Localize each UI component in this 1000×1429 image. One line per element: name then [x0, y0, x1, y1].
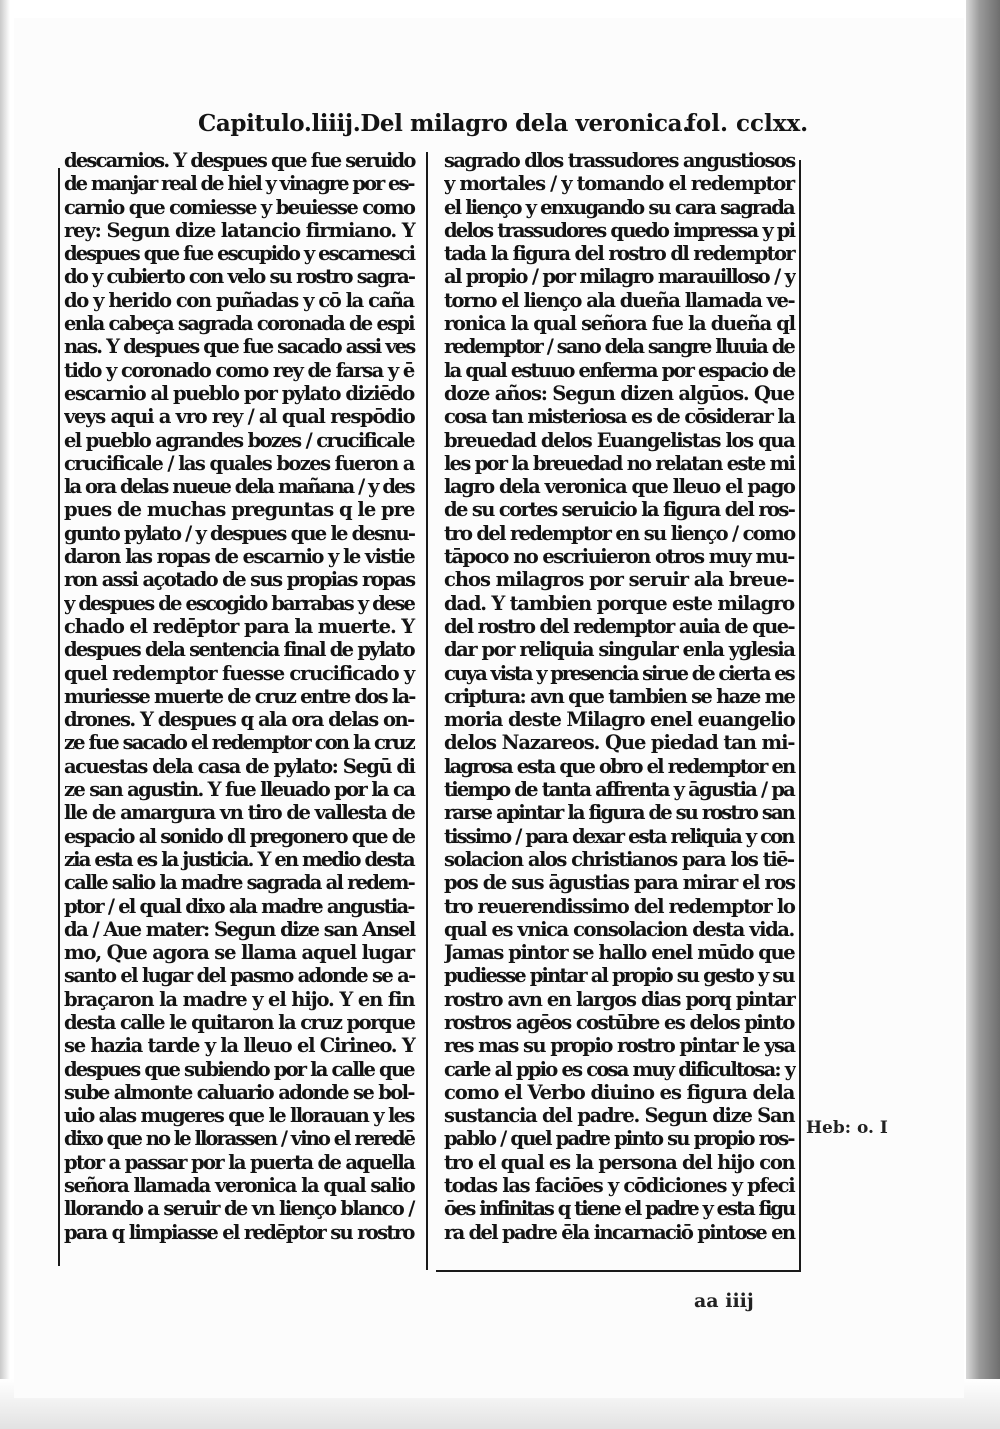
text-line: lagrosa esta que obro el redemptor en: [444, 754, 795, 778]
text-line: muriesse muerte de cruz entre dos la-: [64, 684, 415, 708]
text-line: do y cubierto con velo su rostro sagra-: [64, 265, 415, 289]
text-line: todas las faciōes y cōdiciones y pfeci: [444, 1174, 795, 1198]
text-line: quel redemptor fuesse crucificado y: [64, 661, 415, 685]
text-line: ra del padre ēla incarnaciō pintose en: [444, 1220, 795, 1244]
text-line: delos Nazareos. Que piedad tan mi-: [444, 731, 795, 755]
text-line: calle salio la madre sagrada al redem-: [64, 871, 414, 895]
text-line: cuya vista y presencia sirue de cierta es: [444, 661, 794, 685]
text-line: Jamas pintor se hallo enel mūdo que: [444, 941, 795, 965]
text-line: do y herido con puñadas y cō la caña: [64, 288, 414, 312]
text-line: tāpoco no escriuieron otros muy mu-: [444, 545, 794, 569]
text-line: como el Verbo diuino es figura dela: [444, 1080, 795, 1104]
text-line: pues de muchas preguntas q le pre: [64, 498, 415, 522]
text-line: breuedad delos Euangelistas los qua: [444, 428, 795, 452]
text-line: de manjar real de hiel y vinagre por es-: [64, 172, 414, 196]
text-line: espacio al sonido dl pregonero que de: [64, 824, 415, 848]
text-line: escarnio al pueblo por pylato diziēdo: [64, 381, 414, 405]
text-line: ōes infinitas q tiene el padre y esta figu: [444, 1197, 795, 1221]
page-edge-left: [0, 0, 10, 1429]
text-line: tissimo / para dexar esta reliquia y con: [444, 824, 794, 848]
text-line: dad. Y tambien porque este milagro: [444, 591, 794, 615]
text-line: rostro avn en largos dias porq pintar: [444, 987, 795, 1011]
text-line: tro reuerendissimo del redemptor lo: [444, 894, 795, 918]
text-line: el lienço y enxugando su cara sagrada: [444, 195, 794, 219]
text-line: despues dela sentencia final de pylato: [64, 638, 414, 662]
text-line: veys aqui a vro rey / al qual respōdio: [64, 405, 415, 429]
text-column-left: [64, 149, 416, 1279]
text-line: braçaron la madre y el hijo. Y en fin: [64, 987, 415, 1011]
text-line: sagrado dlos trassudores angustiosos: [444, 149, 795, 172]
text-line: delos trassudores quedo impressa y pi: [444, 218, 795, 242]
text-line: la ora delas nueue dela mañana / y des: [64, 475, 414, 499]
signature-mark: aa iiij: [694, 1290, 754, 1312]
text-line: tro el qual es la persona del hijo con: [444, 1150, 795, 1174]
right-margin-rule: [799, 160, 801, 1270]
text-line: de su cortes seruicio la figura del ros-: [444, 498, 795, 522]
text-line: y despues de escogido barrabas y dese: [64, 591, 414, 615]
text-line: del rostro del redemptor auia de que-: [444, 614, 794, 638]
column-divider-rule: [426, 152, 428, 1270]
running-header: [0, 104, 1000, 144]
text-line: lagro dela veronica que lleuo el pago: [444, 475, 795, 499]
text-line: pablo / quel padre pinto su propio ros-: [444, 1127, 794, 1151]
text-line: daron las ropas de escarnio y le vistie: [64, 545, 415, 569]
text-line: crucificale / las quales bozes fueron a: [64, 451, 414, 475]
left-margin-rule: [58, 168, 60, 1266]
text-line: tido y coronado como rey de farsa y ē: [64, 358, 414, 382]
text-line: el pueblo agrandes bozes / crucificale: [64, 428, 414, 452]
text-line: ronica la qual señora fue la dueña ql: [444, 312, 795, 336]
text-line: tada la figura del rostro dl redemptor: [444, 242, 795, 266]
text-line: sustancia del padre. Segun dize San: [444, 1104, 795, 1128]
text-line: criptura: avn que tambien se haze me: [444, 684, 795, 708]
text-line: carle al ppio es cosa muy dificultosa: y: [444, 1057, 795, 1081]
book-gutter-shadow: [966, 0, 1000, 1429]
text-line: tro del redemptor en su lienço / como: [444, 521, 795, 545]
text-line: doze años: Segun dizen algūos. Que: [444, 381, 794, 405]
text-line: rarse apintar la figura de su rostro san: [444, 801, 794, 825]
text-column-right: [444, 149, 796, 1279]
text-line: para q limpiasse el redēptor su rostro: [64, 1220, 414, 1244]
text-line: desta calle le quitaron la cruz porque: [64, 1010, 415, 1034]
text-line: ze fue sacado el redemptor con la cruz: [64, 731, 414, 755]
text-line: rostros agēos costūbre es delos pinto: [444, 1010, 794, 1034]
text-line: drones. Y despues q ala ora delas on-: [64, 708, 414, 732]
text-line: despues que subiendo por la calle que: [64, 1057, 414, 1081]
text-line: acuestas dela casa de pylato: Segū di: [64, 754, 415, 778]
text-line: pudiesse pintar al propio su gesto y su: [444, 964, 794, 988]
text-line: chado el redēptor para la muerte. Y: [64, 614, 415, 638]
text-line: se hazia tarde y la lleuo el Cirineo. Y: [64, 1034, 415, 1058]
text-line: dixo que no le llorassen / vino el reredē: [64, 1127, 414, 1151]
text-line: redemptor / sano dela sangre lluuia de: [444, 335, 794, 359]
text-line: ptor / el qual dixo ala madre angustia-: [64, 894, 414, 918]
folio-number: fol. cclxx.: [686, 110, 809, 137]
text-line: torno el lienço ala dueña llamada ve-: [444, 288, 795, 312]
text-line: santo el lugar del pasmo adonde se a-: [64, 964, 415, 988]
text-line: al propio / por milagro marauilloso / y: [444, 265, 795, 289]
text-line: chos milagros por seruir ala breue-: [444, 568, 794, 592]
text-line: les por la breuedad no relatan este mi: [444, 451, 795, 475]
marginal-citation: Heb: o. I: [806, 1118, 888, 1138]
text-line: la qual estuuo enferma por espacio de: [444, 358, 795, 382]
text-line: llorando a seruir de vn lienço blanco /: [64, 1197, 414, 1221]
text-line: lle de amargura vn tiro de vallesta de: [64, 801, 415, 825]
text-line: señora llamada veronica la qual salio: [64, 1174, 415, 1198]
text-line: ptor a passar por la puerta de aquella: [64, 1150, 415, 1174]
text-line: gunto pylato / y despues que le desnu-: [64, 521, 415, 545]
text-line: ze san agustin. Y fue lleuado por la ca: [64, 778, 415, 802]
text-line: ron assi açotado de sus propias ropas: [64, 568, 415, 592]
text-line: despues que fue escupido y escarnesci: [64, 242, 415, 266]
text-line: nas. Y despues que fue sacado assi ves: [64, 335, 415, 359]
text-line: uio alas mugeres que le llorauan y les: [64, 1104, 414, 1128]
chapter-title: Capitulo.liiij.Del milagro dela veronica.: [198, 110, 690, 137]
text-line: pos de sus āgustias para mirar el ros: [444, 871, 795, 895]
text-line: tiempo de tanta affrenta y āgustia / pa: [444, 778, 794, 802]
text-line: sube almonte caluario adonde se bol-: [64, 1080, 414, 1104]
text-line: enla cabeça sagrada coronada de espi: [64, 312, 414, 336]
text-line: da / Aue mater: Segun dize san Ansel: [64, 917, 415, 941]
text-line: moria deste Milagro enel euangelio: [444, 708, 795, 732]
text-line: qual es vnica consolacion desta vida.: [444, 917, 794, 941]
text-line: mo, Que agora se llama aquel lugar: [64, 941, 414, 965]
text-line: res mas su propio rostro pintar le ysa: [444, 1034, 795, 1058]
text-line: descarnios. Y despues que fue seruido: [64, 149, 415, 172]
text-line: solacion alos christianos para los tiē-: [444, 847, 794, 871]
text-line: zia esta es la justicia. Y en medio desta: [64, 847, 414, 871]
text-line: rey: Segun dize latancio firmiano. Y: [64, 218, 415, 242]
text-line: dar por reliquia singular enla yglesia: [444, 638, 795, 662]
text-line: y mortales / y tomando el redemptor: [444, 172, 794, 196]
text-line: cosa tan misteriosa es de cōsiderar la: [444, 405, 795, 429]
text-line: carnio que comiesse y beuiesse como: [64, 195, 415, 219]
